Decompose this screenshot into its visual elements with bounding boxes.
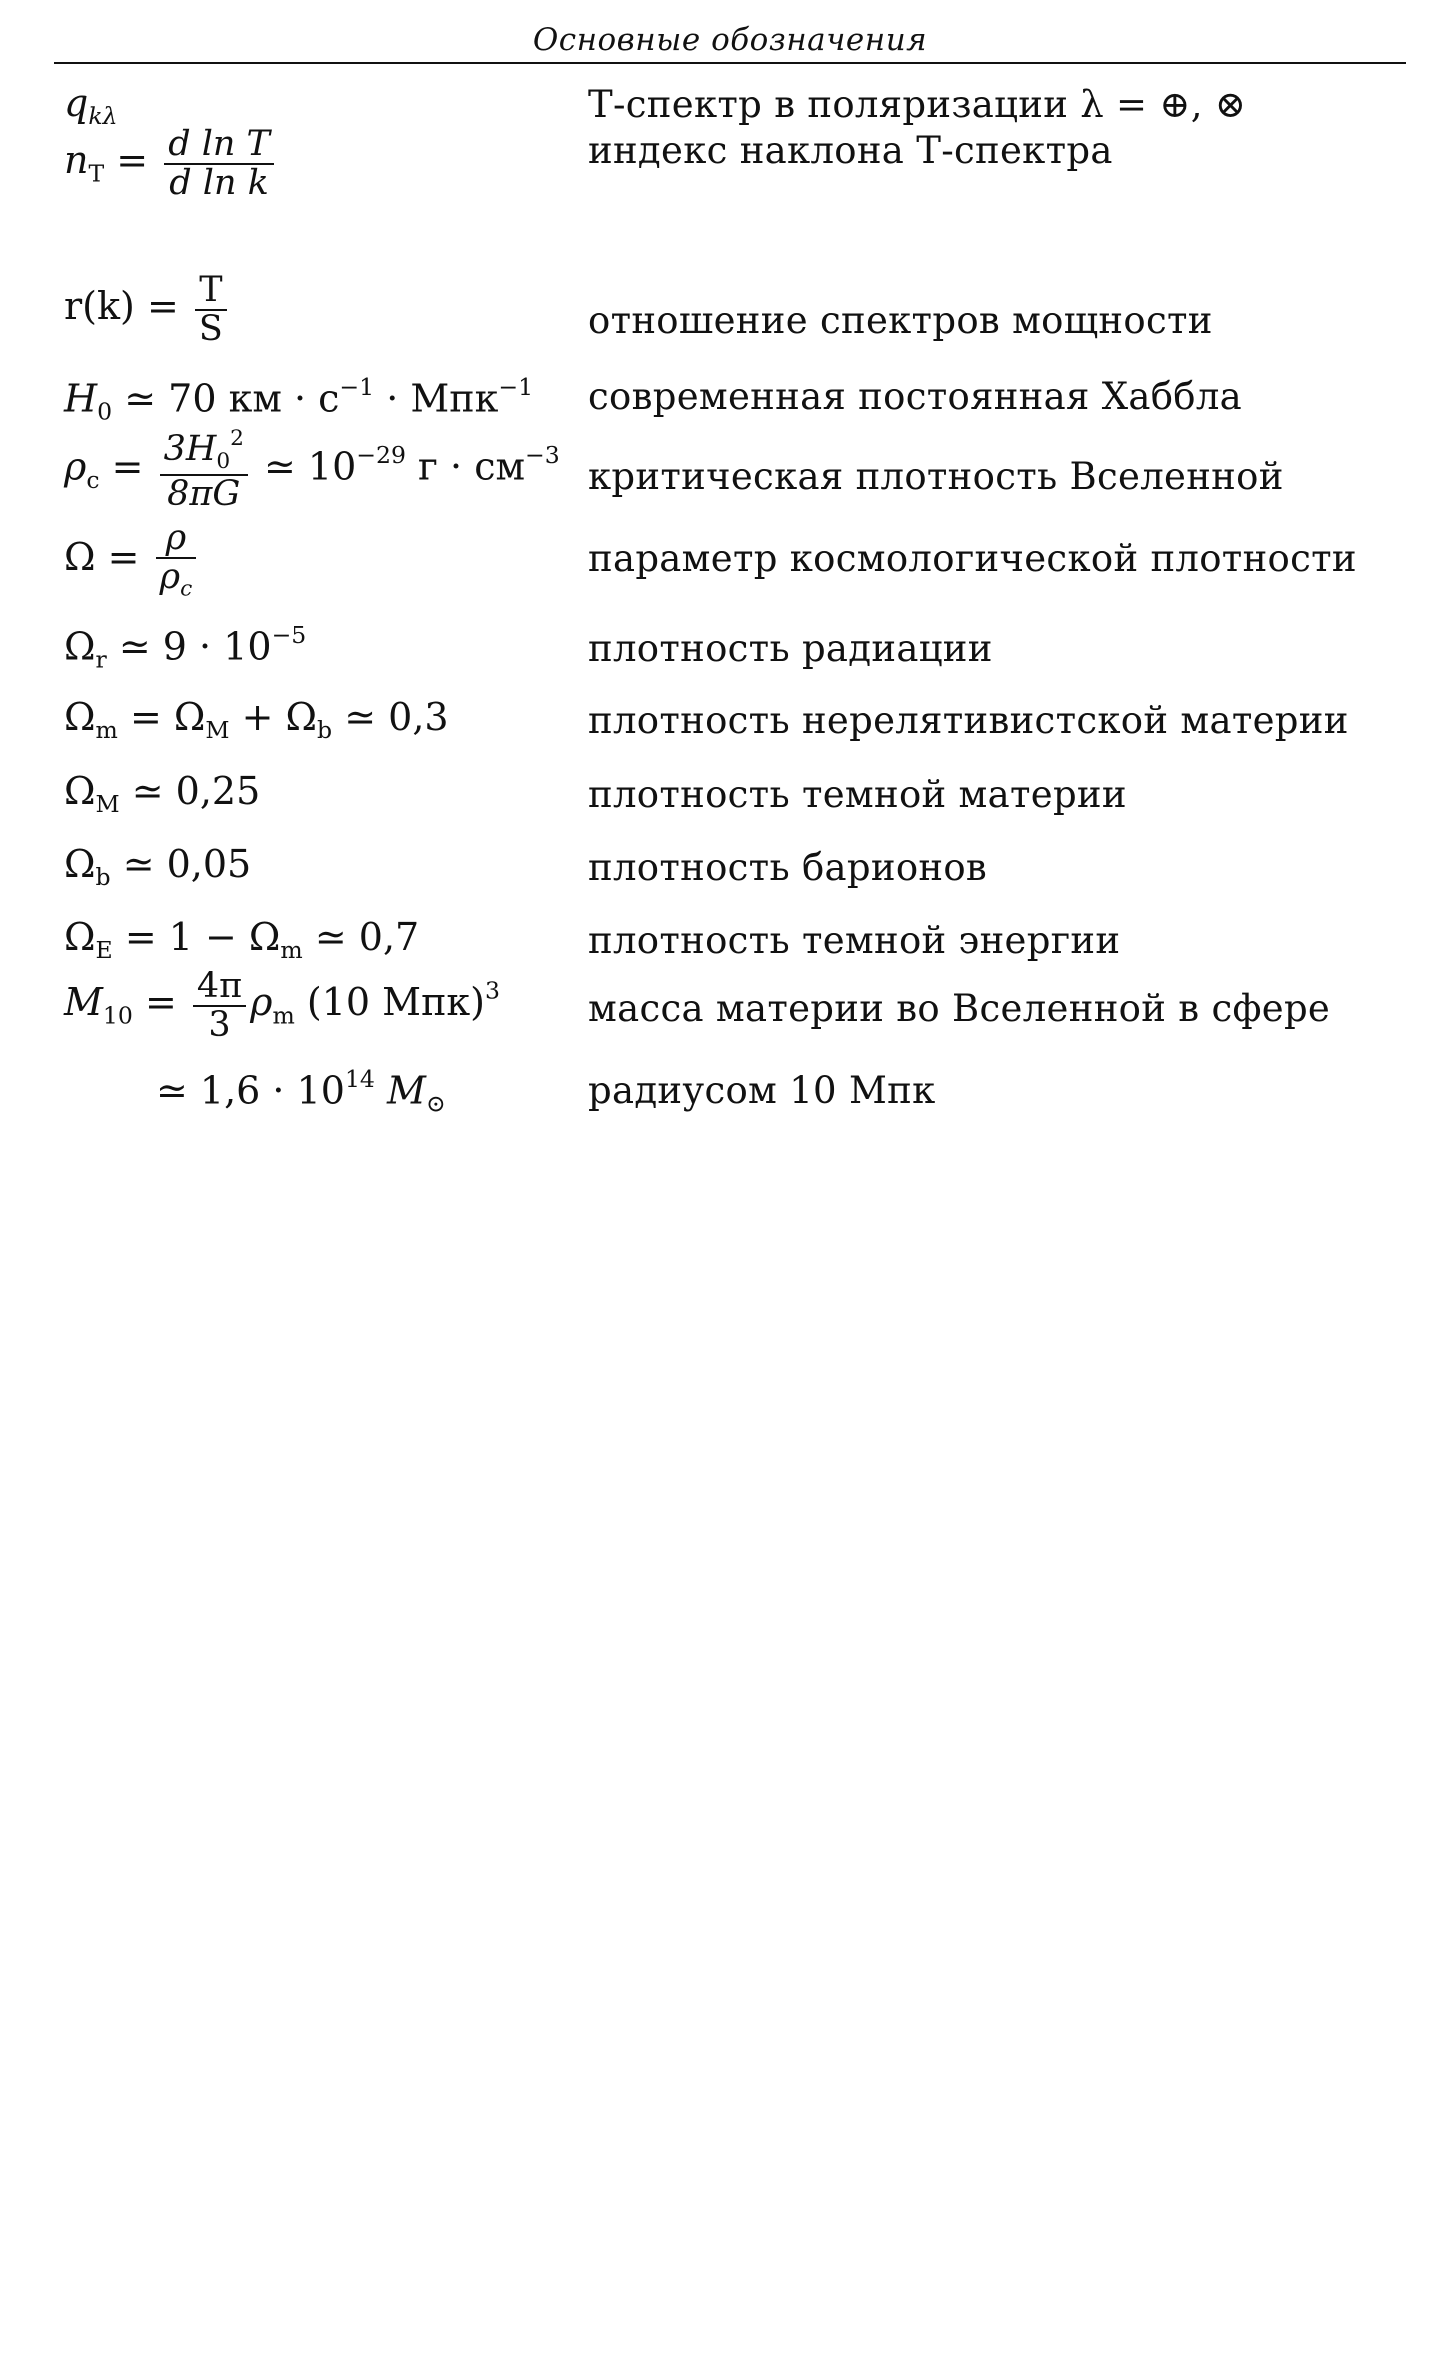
notation-description: Т-спектр в поляризации λ = ⊕, ⊗ <box>588 83 1247 126</box>
notation-description: плотность темной энергии <box>588 919 1121 962</box>
notation-row <box>64 621 1404 674</box>
notation-description: плотность барионов <box>588 846 988 889</box>
fraction: $\frac{4\pi}{3}$ <box>193 968 246 1043</box>
notation-symbol: $M_{10}$ = $\frac{4\pi}{3}$ $\rho_m$ (10 Мпк)$^3$ <box>64 966 500 1045</box>
notation-row <box>64 373 1404 426</box>
notation-row <box>64 1065 1404 1118</box>
notation-description: плотность темной материи <box>588 773 1127 816</box>
notation-description: современная постоянная Хаббла <box>588 375 1243 418</box>
fraction: $\frac{\text{d ln T}}{\text{d ln k}}$ <box>164 126 274 201</box>
notation-row <box>64 126 1404 226</box>
notation-row <box>64 428 1404 528</box>
notation-symbol: $\Omega_M$ ≃ 0,25 <box>64 769 261 819</box>
notation-symbol: $H_0$ ≃ 70 км · $с^{-1} \cdot Мпк^{-1}$ <box>64 373 534 426</box>
notation-symbol: $\Omega_r$ ≃ $9 \cdot 10^{-5}$ <box>64 621 307 674</box>
fraction: $\frac{\rho}{\rho_c}$ <box>156 520 197 601</box>
notation-description: масса материи во Вселенной в сфере <box>588 987 1331 1030</box>
notation-row <box>64 769 1404 819</box>
header-rule <box>54 62 1406 64</box>
notation-symbol: Ω = $\frac{\rho}{\rho_c}$ <box>64 520 200 601</box>
notation-row <box>64 520 1404 610</box>
notation-row <box>64 272 1404 362</box>
header-title: Основные обозначения <box>532 22 928 58</box>
notation-description: критическая плотность Вселенной <box>588 455 1284 498</box>
notation-description: радиусом 10 Мпк <box>588 1069 936 1112</box>
notation-row <box>64 842 1404 892</box>
notation-row <box>64 81 1404 131</box>
notation-symbol: $n_T$ = $\frac{\text{d ln T}}{\text{d ln k}}$ <box>64 126 278 201</box>
fraction: $\frac{3H_0^2}{8\pi G}$ <box>160 428 248 512</box>
notation-symbol: ≃ $1,6 \cdot 10^{14}$ $M_⊙$ <box>156 1065 446 1118</box>
notation-row <box>64 915 1404 965</box>
notation-symbol: $\rho_c$ = $\frac{3H_0^2}{8\pi G}$ ≃ $10^{-29}$ $г \cdot см^{-3}$ <box>64 426 560 514</box>
running-header <box>54 16 1406 64</box>
notation-row <box>64 968 1404 1062</box>
notation-symbol: $\Omega_E = 1 - \Omega_m$ ≃ 0,7 <box>64 915 420 965</box>
notation-description: плотность нерелятивистской материи <box>588 699 1349 742</box>
notation-symbol: $\Omega_m = \Omega_M + \Omega_b$ ≃ 0,3 <box>64 695 449 745</box>
notation-description: отношение спектров мощности <box>588 299 1213 342</box>
notation-row <box>64 695 1404 745</box>
notation-description: плотность радиации <box>588 627 993 670</box>
notation-description: индекс наклона Т-спектра <box>588 129 1113 172</box>
fraction: $\frac{T}{S}$ <box>195 272 227 347</box>
notation-description: параметр космологической плотности <box>588 537 1357 580</box>
notation-symbol: $\Omega_b$ ≃ 0,05 <box>64 842 252 892</box>
notation-symbol: $q_{k\lambda}$ <box>64 81 118 131</box>
notation-symbol: r(k) = $\frac{T}{S}$ <box>64 272 231 347</box>
